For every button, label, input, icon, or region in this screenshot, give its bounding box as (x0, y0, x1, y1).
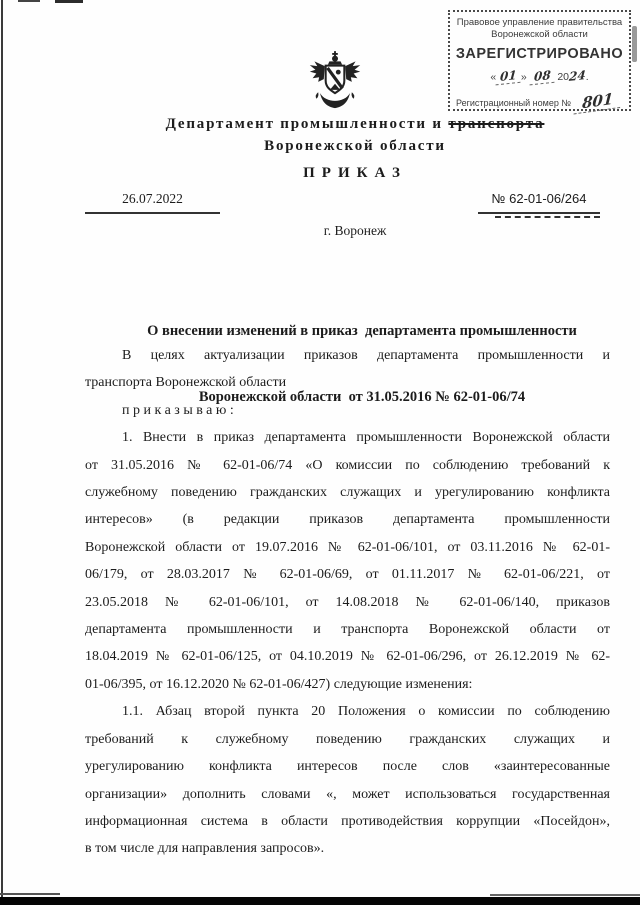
stamp-handwritten-reg-number: 801 (573, 89, 621, 115)
body-line: урегулированию конфликта интересов после слов «заинтересованные (85, 759, 610, 775)
body-line: 01-06/395, от 16.12.2020 № 62-01-06/427) следующие изменения: (85, 676, 473, 692)
stamp-org-name (450, 17, 629, 40)
paragraph-item-1 (85, 424, 610, 698)
body-line: служебному поведению гражданских служащих и урегулированию конфликта (85, 485, 610, 501)
voronezh-coat-of-arms-icon (307, 50, 363, 112)
document-date: 26.07.2022 (85, 191, 220, 214)
body-line: интересов» (в редакции приказов департамента промышленности (85, 512, 610, 528)
stamp-quote-close: » (520, 71, 527, 83)
body-line: 1. Внести в приказ департамента промышленности Воронежской области (122, 430, 610, 446)
scan-bottom-edge (0, 897, 640, 905)
body-line: 18.04.2019 № 62-01-06/125, от 04.10.2019 № 62-01-06/296, от 26.12.2019 № 62- (85, 649, 610, 665)
scan-top-artifact (18, 0, 40, 2)
document-city: г. Воронеж (323, 223, 387, 238)
body-line: В целях актуализации приказов департамента промышленности и (122, 348, 610, 363)
paragraph-preamble (85, 342, 610, 397)
requisites-row (85, 191, 610, 215)
stamp-date-dot: . (585, 71, 589, 83)
body-line: требований к служебному поведению гражданских служащих и (85, 731, 610, 747)
body-line: транспорта Воронежской области (85, 375, 287, 391)
scan-bottom-artifact (0, 893, 60, 895)
paragraph-prikazyvayu (85, 397, 610, 424)
stamp-reg-number-line (450, 89, 629, 113)
stamp-handwritten-day: 01 (496, 68, 522, 86)
department-name-text: Департамент промышленности и (165, 116, 443, 132)
department-name-line1 (85, 114, 625, 134)
scan-top-artifact (55, 0, 83, 3)
body-line: от 31.05.2016 № 62-01-06/74 «О комиссии по соблюдению требований к (85, 457, 610, 473)
scan-left-edge-artifact (1, 0, 3, 905)
document-number-block (478, 191, 600, 218)
body-line: информационная система в области противодействия коррупции «Посейдон», (85, 813, 610, 829)
body-line: 06/179, от 28.03.2017 № 62-01-06/69, от 01.11.2017 № 62-01-06/221, от (85, 567, 610, 583)
paragraph-item-1-1 (85, 698, 610, 862)
document-body (85, 342, 610, 863)
body-line: Воронежской области от 19.07.2016 № 62-01-06/101, от 03.11.2016 № 62-01- (85, 539, 610, 555)
scan-bottom-artifact (490, 894, 640, 896)
stamp-date-line (450, 69, 629, 84)
stamp-quote-open: « (490, 71, 497, 83)
body-line: в том числе для направления запросов». (85, 841, 325, 857)
stamp-handwritten-month: 08 (529, 68, 555, 86)
scan-right-artifact (632, 26, 637, 62)
stamp-registered-label: ЗАРЕГИСТРИРОВАНО (455, 46, 624, 62)
registration-stamp (448, 10, 631, 111)
stamp-handwritten-year: 24 (568, 68, 587, 84)
body-line: организации» дополнить словами «, может использоваться государственная (85, 786, 610, 802)
stamp-org-line2: Воронежской области (491, 28, 588, 40)
department-name-line2: Воронежской области (264, 138, 446, 154)
department-name-struck-word: транспорта (448, 116, 545, 132)
body-line: 23.05.2018 № 62-01-06/101, от 14.08.2018 № 62-01-06/140, приказов (85, 594, 610, 610)
body-line: департамента промышленности и транспорта Воронежской области от (85, 622, 610, 638)
prikazyvayu-word: приказываю: (122, 402, 238, 418)
document-number: № 62-01-06/264 (478, 191, 600, 214)
body-line: 1.1. Абзац второй пункта 20 Положения о комиссии по соблюдению (122, 704, 610, 720)
document-type-heading: ПРИКАЗ (303, 165, 407, 181)
stamp-reg-number-label: Регистрационный номер № (456, 98, 572, 108)
document-title-line1: О внесении изменений в приказ департамента промышленности (147, 323, 577, 339)
document-number-dashed-line (495, 216, 600, 218)
document-title-line2: Воронежской области от 31.05.2016 № 62-01-06/74 (198, 389, 526, 405)
stamp-org-line1: Правовое управление правительства (456, 17, 623, 28)
stamp-year-printed: 20 (557, 71, 569, 83)
